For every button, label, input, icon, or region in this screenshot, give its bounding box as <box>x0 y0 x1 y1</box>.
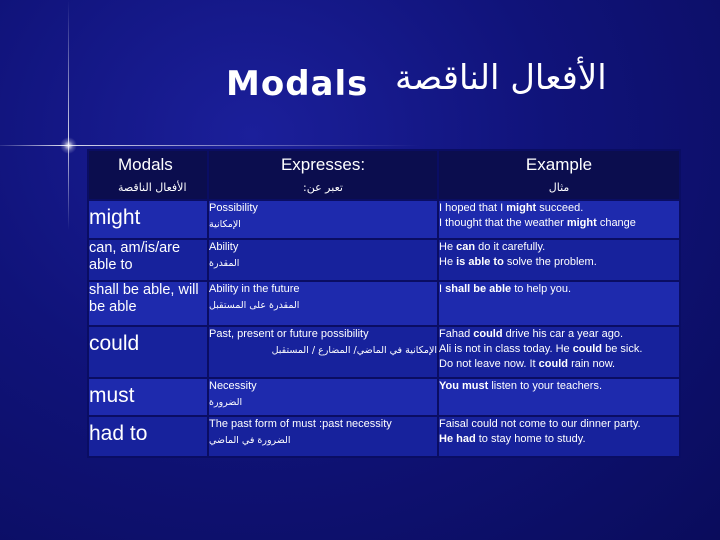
example-cell <box>438 326 680 378</box>
example-sentence <box>439 379 679 394</box>
modal-cell: can, am/is/are able to <box>88 239 208 281</box>
example-modal-highlight: could <box>572 343 603 355</box>
example-sentence <box>439 216 679 231</box>
table-row <box>88 416 680 457</box>
example-sentence <box>439 327 679 342</box>
example-modal-highlight: could <box>538 358 569 370</box>
expresses-cell <box>208 281 438 326</box>
expresses-cell <box>208 326 438 378</box>
expresses-arabic: الإمكانية في الماضي/ المضارع / المستقبل <box>271 345 437 356</box>
expresses-english: Past, present or future possibility <box>209 328 369 340</box>
example-text: I <box>439 283 446 295</box>
header-modals <box>88 150 208 200</box>
example-text: change <box>596 217 636 229</box>
expresses-english: The past form of must :past necessity <box>209 418 392 430</box>
example-modal-highlight: He had <box>439 433 476 445</box>
example-modal-highlight: might <box>506 202 537 214</box>
example-sentence <box>439 432 679 447</box>
modals-table <box>87 149 681 458</box>
header-modals-ar: الأفعال الناقصة <box>118 181 187 194</box>
modal-cell: could <box>88 326 208 378</box>
header-expresses-en: Expresses: <box>280 155 366 174</box>
example-sentence <box>439 201 679 216</box>
example-sentence <box>439 255 679 270</box>
example-text: succeed. <box>536 202 584 214</box>
example-text: Do not leave now. It <box>439 358 539 370</box>
table-header-row <box>88 150 680 200</box>
example-cell <box>438 416 680 457</box>
example-text: He <box>439 241 457 253</box>
header-example <box>438 150 680 200</box>
example-cell <box>438 281 680 326</box>
example-text: to help you. <box>511 283 572 295</box>
slide-title-english: Modals <box>226 64 369 104</box>
example-modal-highlight: is able to <box>456 256 504 268</box>
expresses-cell <box>208 200 438 239</box>
example-text: Ali is not in class today. He <box>439 343 573 355</box>
expresses-english: Necessity <box>209 380 257 392</box>
table-row <box>88 378 680 416</box>
expresses-english: Ability in the future <box>209 283 300 295</box>
modal-cell: shall be able, will be able <box>88 281 208 326</box>
expresses-arabic: الضرورة في الماضي <box>209 435 291 446</box>
example-modal-highlight: could <box>473 328 503 340</box>
example-text: rain now. <box>568 358 616 370</box>
example-modal-highlight: can <box>456 241 476 253</box>
example-text: Fahad <box>439 328 474 340</box>
example-sentence <box>439 417 679 432</box>
header-expresses <box>208 150 438 200</box>
modal-cell: must <box>88 378 208 416</box>
table-row <box>88 239 680 281</box>
modal-cell: might <box>88 200 208 239</box>
modal-cell: had to <box>88 416 208 457</box>
example-cell <box>438 378 680 416</box>
expresses-arabic: المقدرة <box>209 258 240 269</box>
example-sentence <box>439 240 679 255</box>
example-sentence <box>439 357 679 372</box>
example-text: be sick. <box>602 343 643 355</box>
example-sentence <box>439 282 679 297</box>
expresses-english: Ability <box>209 241 239 253</box>
header-example-ar: مثال <box>548 181 570 194</box>
example-modal-highlight: shall be able <box>445 283 512 295</box>
header-modals-en: Modals <box>118 155 173 174</box>
decorative-vertical-line <box>68 0 69 230</box>
decorative-star-glow <box>60 137 77 154</box>
example-text: do it carefully. <box>475 241 546 253</box>
expresses-cell <box>208 416 438 457</box>
example-modal-highlight: You must <box>439 380 489 392</box>
expresses-cell <box>208 239 438 281</box>
expresses-cell <box>208 378 438 416</box>
example-text: solve the problem. <box>503 256 597 268</box>
slide-title-arabic: الأفعال الناقصة <box>395 58 607 98</box>
example-cell <box>438 200 680 239</box>
expresses-arabic: المقدرة على المستقبل <box>209 300 300 311</box>
example-text: drive his car a year ago. <box>502 328 624 340</box>
example-text: I hoped that I <box>439 202 507 214</box>
example-text: to stay home to study. <box>475 433 586 445</box>
table-row <box>88 200 680 239</box>
example-text: He <box>439 256 457 268</box>
example-text: Faisal could not come to our dinner party. <box>439 418 641 430</box>
expresses-arabic: الضرورة <box>209 397 243 408</box>
expresses-english: Possibility <box>209 202 258 214</box>
example-cell <box>438 239 680 281</box>
example-text: I thought that the weather <box>439 217 567 229</box>
expresses-arabic: الإمكانية <box>209 219 241 230</box>
example-modal-highlight: might <box>566 217 597 229</box>
header-expresses-ar: تعبر عن: <box>303 181 343 194</box>
table-row <box>88 281 680 326</box>
example-text: listen to your teachers. <box>488 380 603 392</box>
table-row <box>88 326 680 378</box>
header-example-en: Example <box>525 155 593 174</box>
example-sentence <box>439 342 679 357</box>
